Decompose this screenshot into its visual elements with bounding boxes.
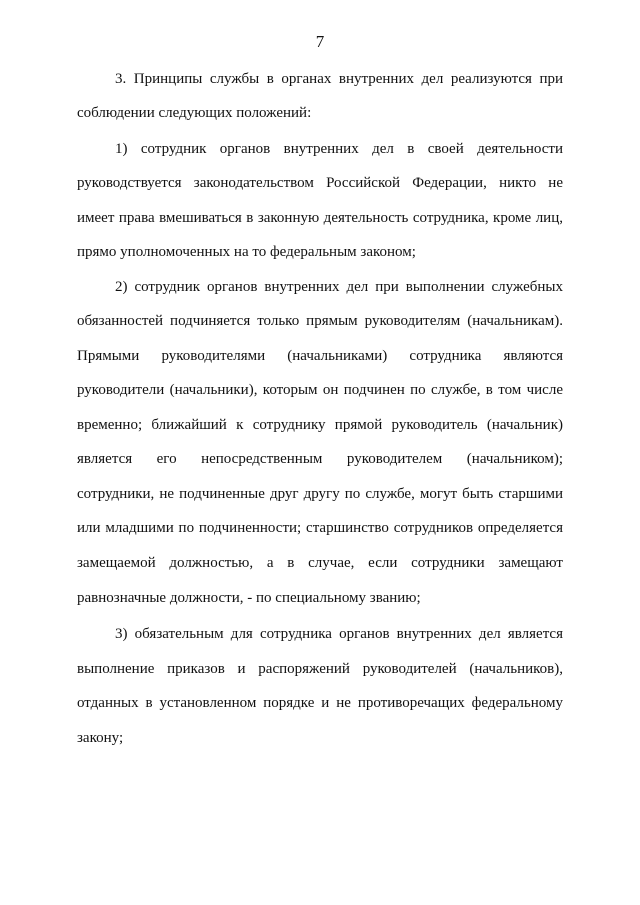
text-line: соблюдении следующих положений:	[77, 105, 312, 121]
text-line: или младшими по подчиненности; старшинство сотрудников определяется	[77, 520, 563, 536]
text-line: имеет права вмешиваться в законную деятельность сотрудника, кроме лиц,	[77, 210, 563, 226]
text-line: 3) обязательным для сотрудника органов внутренних дел является	[115, 626, 563, 642]
text-line: руководствуется законодательством Российской Федерации, никто не	[77, 175, 563, 191]
text-line: временно; ближайший к сотруднику прямой руководитель (начальник)	[77, 417, 563, 433]
text-line: 1) сотрудник органов внутренних дел в своей деятельности	[115, 141, 563, 157]
text-line: является его непосредственным руководителем (начальником);	[77, 451, 563, 467]
page-number: 7	[315, 32, 325, 51]
text-line: Прямыми руководителями (начальниками) сотрудника являются	[77, 348, 563, 364]
text-line: 2) сотрудник органов внутренних дел при выполнении служебных	[115, 279, 563, 295]
text-line: обязанностей подчиняется только прямым руководителям (начальникам).	[77, 313, 563, 329]
text-line: выполнение приказов и распоряжений руководителей (начальников),	[77, 661, 563, 677]
text-line: закону;	[77, 730, 124, 746]
text-line: отданных в установленном порядке и не противоречащих федеральному	[77, 695, 563, 711]
text-line: равнозначные должности, - по специальному званию;	[77, 590, 421, 606]
text-line: сотрудники, не подчиненные друг другу по службе, могут быть старшими	[77, 486, 563, 502]
text-line: 3. Принципы службы в органах внутренних дел реализуются при	[115, 71, 563, 87]
text-line: руководители (начальники), которым он подчинен по службе, в том числе	[77, 382, 563, 398]
text-line: замещаемой должностью, а в случае, если сотрудники замещают	[77, 555, 563, 571]
text-line: прямо уполномоченных на то федеральным законом;	[77, 244, 416, 260]
